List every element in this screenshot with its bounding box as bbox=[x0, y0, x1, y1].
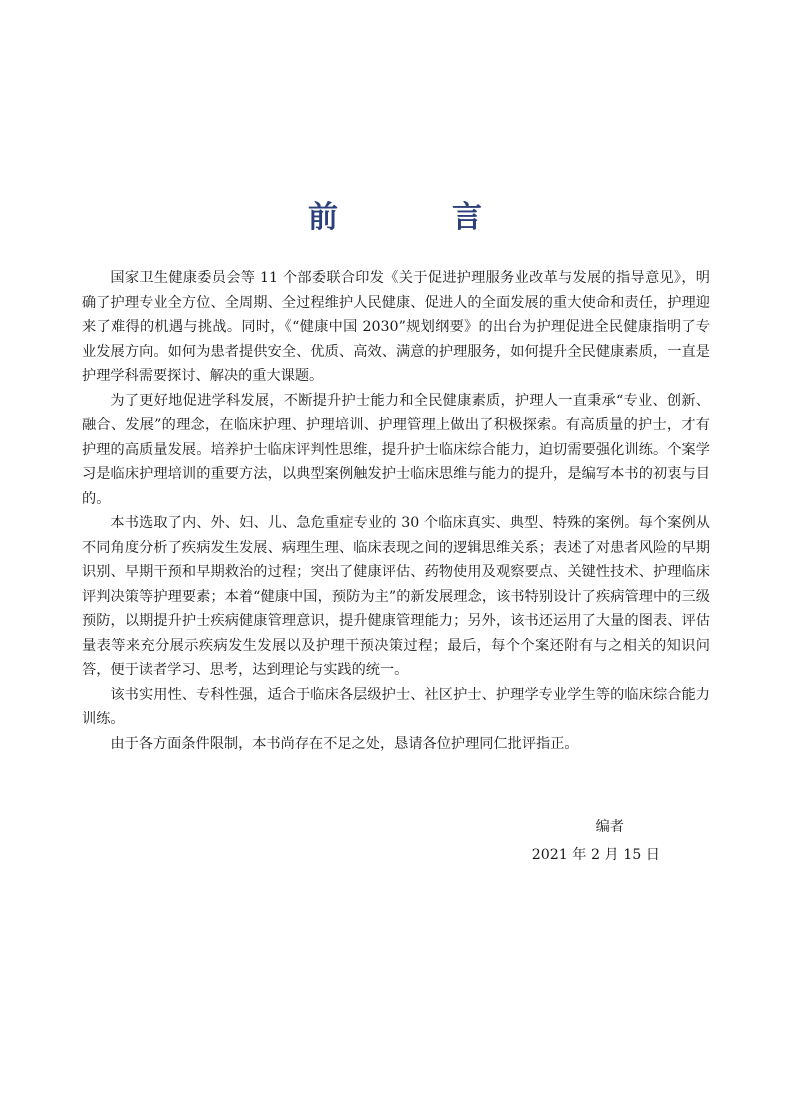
paragraph: 该书实用性、专科性强，适合于临床各层级护士、社区护士、护理学专业学生等的临床综合能力训练。 bbox=[82, 686, 710, 727]
paragraph: 国家卫生健康委员会等 11 个部委联合印发《关于促进护理服务业改革与发展的指导意见》，明确了护理专业全方位、全周期、全过程维护人民健康、促进人的全面发展的重大使命和责任，护理迎来了难得的机遇与挑战。同时，《“健康中国 2030”规划纲要》的出台为护理促进全民健康指明了专业发展方向。如何为患者提供安全、优质、高效、满意的护理服务，如何提升全民健康素质，一直是护理学科需要探讨、解决的重大课题。 bbox=[82, 270, 710, 384]
preface-body bbox=[82, 266, 710, 756]
paragraph: 本书选取了内、外、妇、儿、急危重症专业的 30 个临床真实、典型、特殊的案例。每个案例从不同角度分析了疾病发生发展、病理生理、临床表现之间的逻辑思维关系；表述了对患者风险的早期识别、早期干预和早期救治的过程；突出了健康评估、药物使用及观察要点、关键性技术、护理临床评判决策等护理要素；本着“健康中国，预防为主”的新发展理念，该书特别设计了疾病管理中的三级预防，以期提升护士疾病健康管理意识，提升健康管理能力；另外，该书还运用了大量的图表、评估量表等来充分展示疾病发生发展以及护理干预决策过程；最后，每个个案还附有与之相关的知识问答，便于读者学习、思考，达到理论与实践的统一。 bbox=[82, 515, 710, 678]
page-title: 前 言 bbox=[308, 200, 524, 236]
paragraph: 为了更好地促进学科发展，不断提升护士能力和全民健康素质，护理人一直秉承“专业、创新、融合、发展”的理念，在临床护理、护理培训、护理管理上做出了积极探索。有高质量的护士，才有护理的高质量发展。培养护士临床评判性思维，提升护士临床综合能力，迫切需要强化训练。个案学习是临床护理培训的重要方法，以典型案例触发护士临床思维与能力的提升，是编写本书的初衷与目的。 bbox=[82, 392, 710, 507]
paragraph: 由于各方面条件限制，本书尚存在不足之处，恳请各位护理同仁批评指正。 bbox=[110, 735, 579, 752]
signature-date: 2021 年 2 月 15 日 bbox=[531, 847, 660, 863]
author-signature: 编者 bbox=[595, 819, 624, 835]
